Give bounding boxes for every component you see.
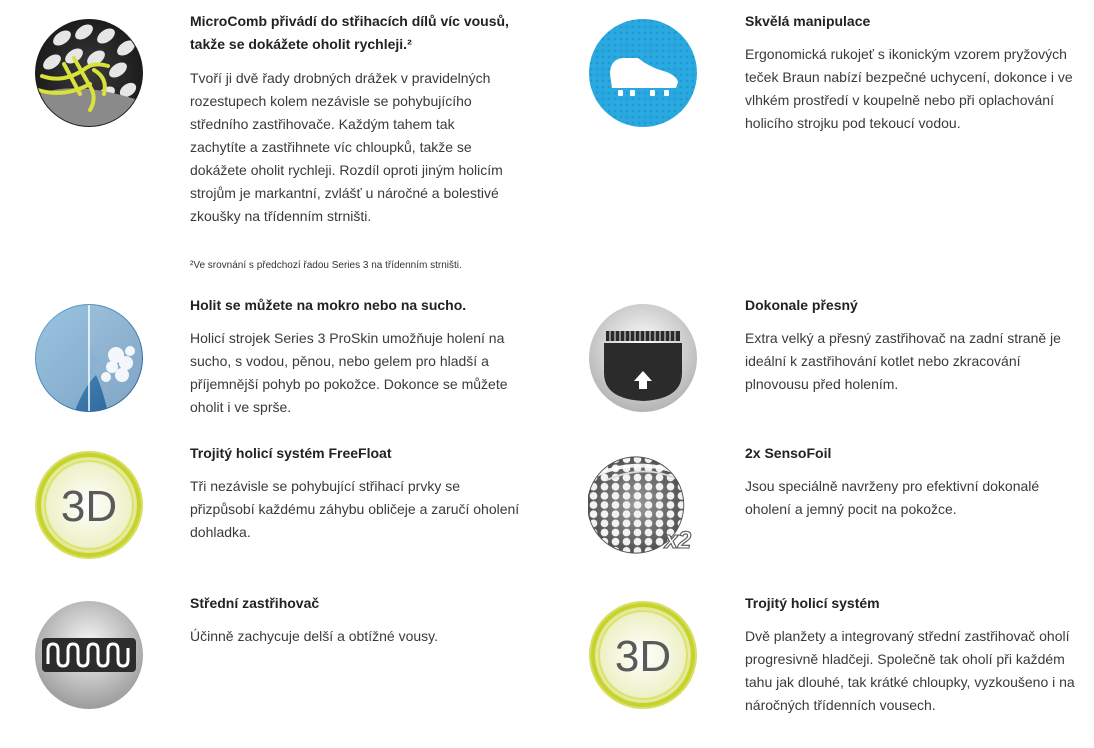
feature-title: Dokonale přesný	[745, 297, 858, 313]
feature-description: Extra velký a přesný zastřihovač na zadní straně je ideální k zastřihování kotlet nebo zkracování plnovousu před holením.	[745, 330, 1061, 392]
feature-title: MicroComb přivádí do střihacích dílů víc vousů, takže se dokážete oholit rychleji.²	[190, 13, 509, 52]
svg-text:x2: x2	[664, 527, 692, 555]
feature-description: Holicí strojek Series 3 ProSkin umožňuje holení na sucho, s vodou, pěnou, nebo gelem pro hladší a příjemnější pohyb po pokožce. Dokonce se můžete oholit i ve sprše.	[190, 330, 508, 415]
wet-dry-face-icon	[34, 303, 144, 413]
feature-description: Tři nezávisle se pohybující střihací prvky se přizpůsobí každému záhybu obličeje a zaručí oholení dohladka.	[190, 478, 520, 540]
feature-description: Dvě planžety a integrovaný střední zastřihovač oholí progresivně hladčeji. Společně tak oholí při každém tahu jak dlouhé, tak krátké chloupky, vyzkoušeno i na náročných třídenních vousech.	[745, 628, 1075, 713]
svg-text:3D: 3D	[614, 632, 672, 681]
precision-trimmer-icon	[588, 303, 698, 413]
feature-title: Skvělá manipulace	[745, 13, 871, 29]
microcomb-icon	[34, 18, 144, 128]
middle-trimmer-icon	[34, 600, 144, 710]
feature-description: Ergonomická rukojeť s ikonickým vzorem pryžových teček Braun nabízí bezpečné uchycení, dokonce i ve vlhkém prostředí v koupelně nebo při oplachování holicího strojku pod tekoucí vodou.	[745, 46, 1073, 131]
feature-title: Trojitý holicí systém FreeFloat	[190, 445, 392, 461]
footnote: ²Ve srovnání s předchozí řadou Series 3 na třídenním strništi.	[190, 260, 462, 271]
feature-description: Tvoří ji dvě řady drobných drážek v pravidelných rozestupech kolem nezávisle se pohybujícího středního zastřihovače. Každým tahem tak zachytíte a zastřihnete víc chloupků, takže se dokážete oholit rychleji. Rozdíl oproti jiným holicím strojům je markantní, zvlášť u náročné a bolestivé zkoušky na třídenním strništi.	[190, 70, 503, 224]
feature-title: 2x SensoFoil	[745, 445, 832, 461]
feature-description: Jsou speciálně navrženy pro efektivní dokonalé oholení a jemný pocit na pokožce.	[745, 478, 1040, 517]
feature-description: Účinně zachycuje delší a obtížné vousy.	[190, 628, 438, 644]
feature-title: Holit se můžete na mokro nebo na sucho.	[190, 297, 467, 313]
svg-text:3D: 3D	[60, 482, 118, 531]
feature-title: Trojitý holicí systém	[745, 595, 880, 611]
shoe-grip-icon	[588, 18, 698, 128]
3d-freefloat-icon	[34, 450, 144, 560]
3d-triple-system-icon	[588, 600, 698, 710]
sensofoil-x2-icon	[588, 450, 698, 560]
feature-title: Střední zastřihovač	[190, 595, 320, 611]
